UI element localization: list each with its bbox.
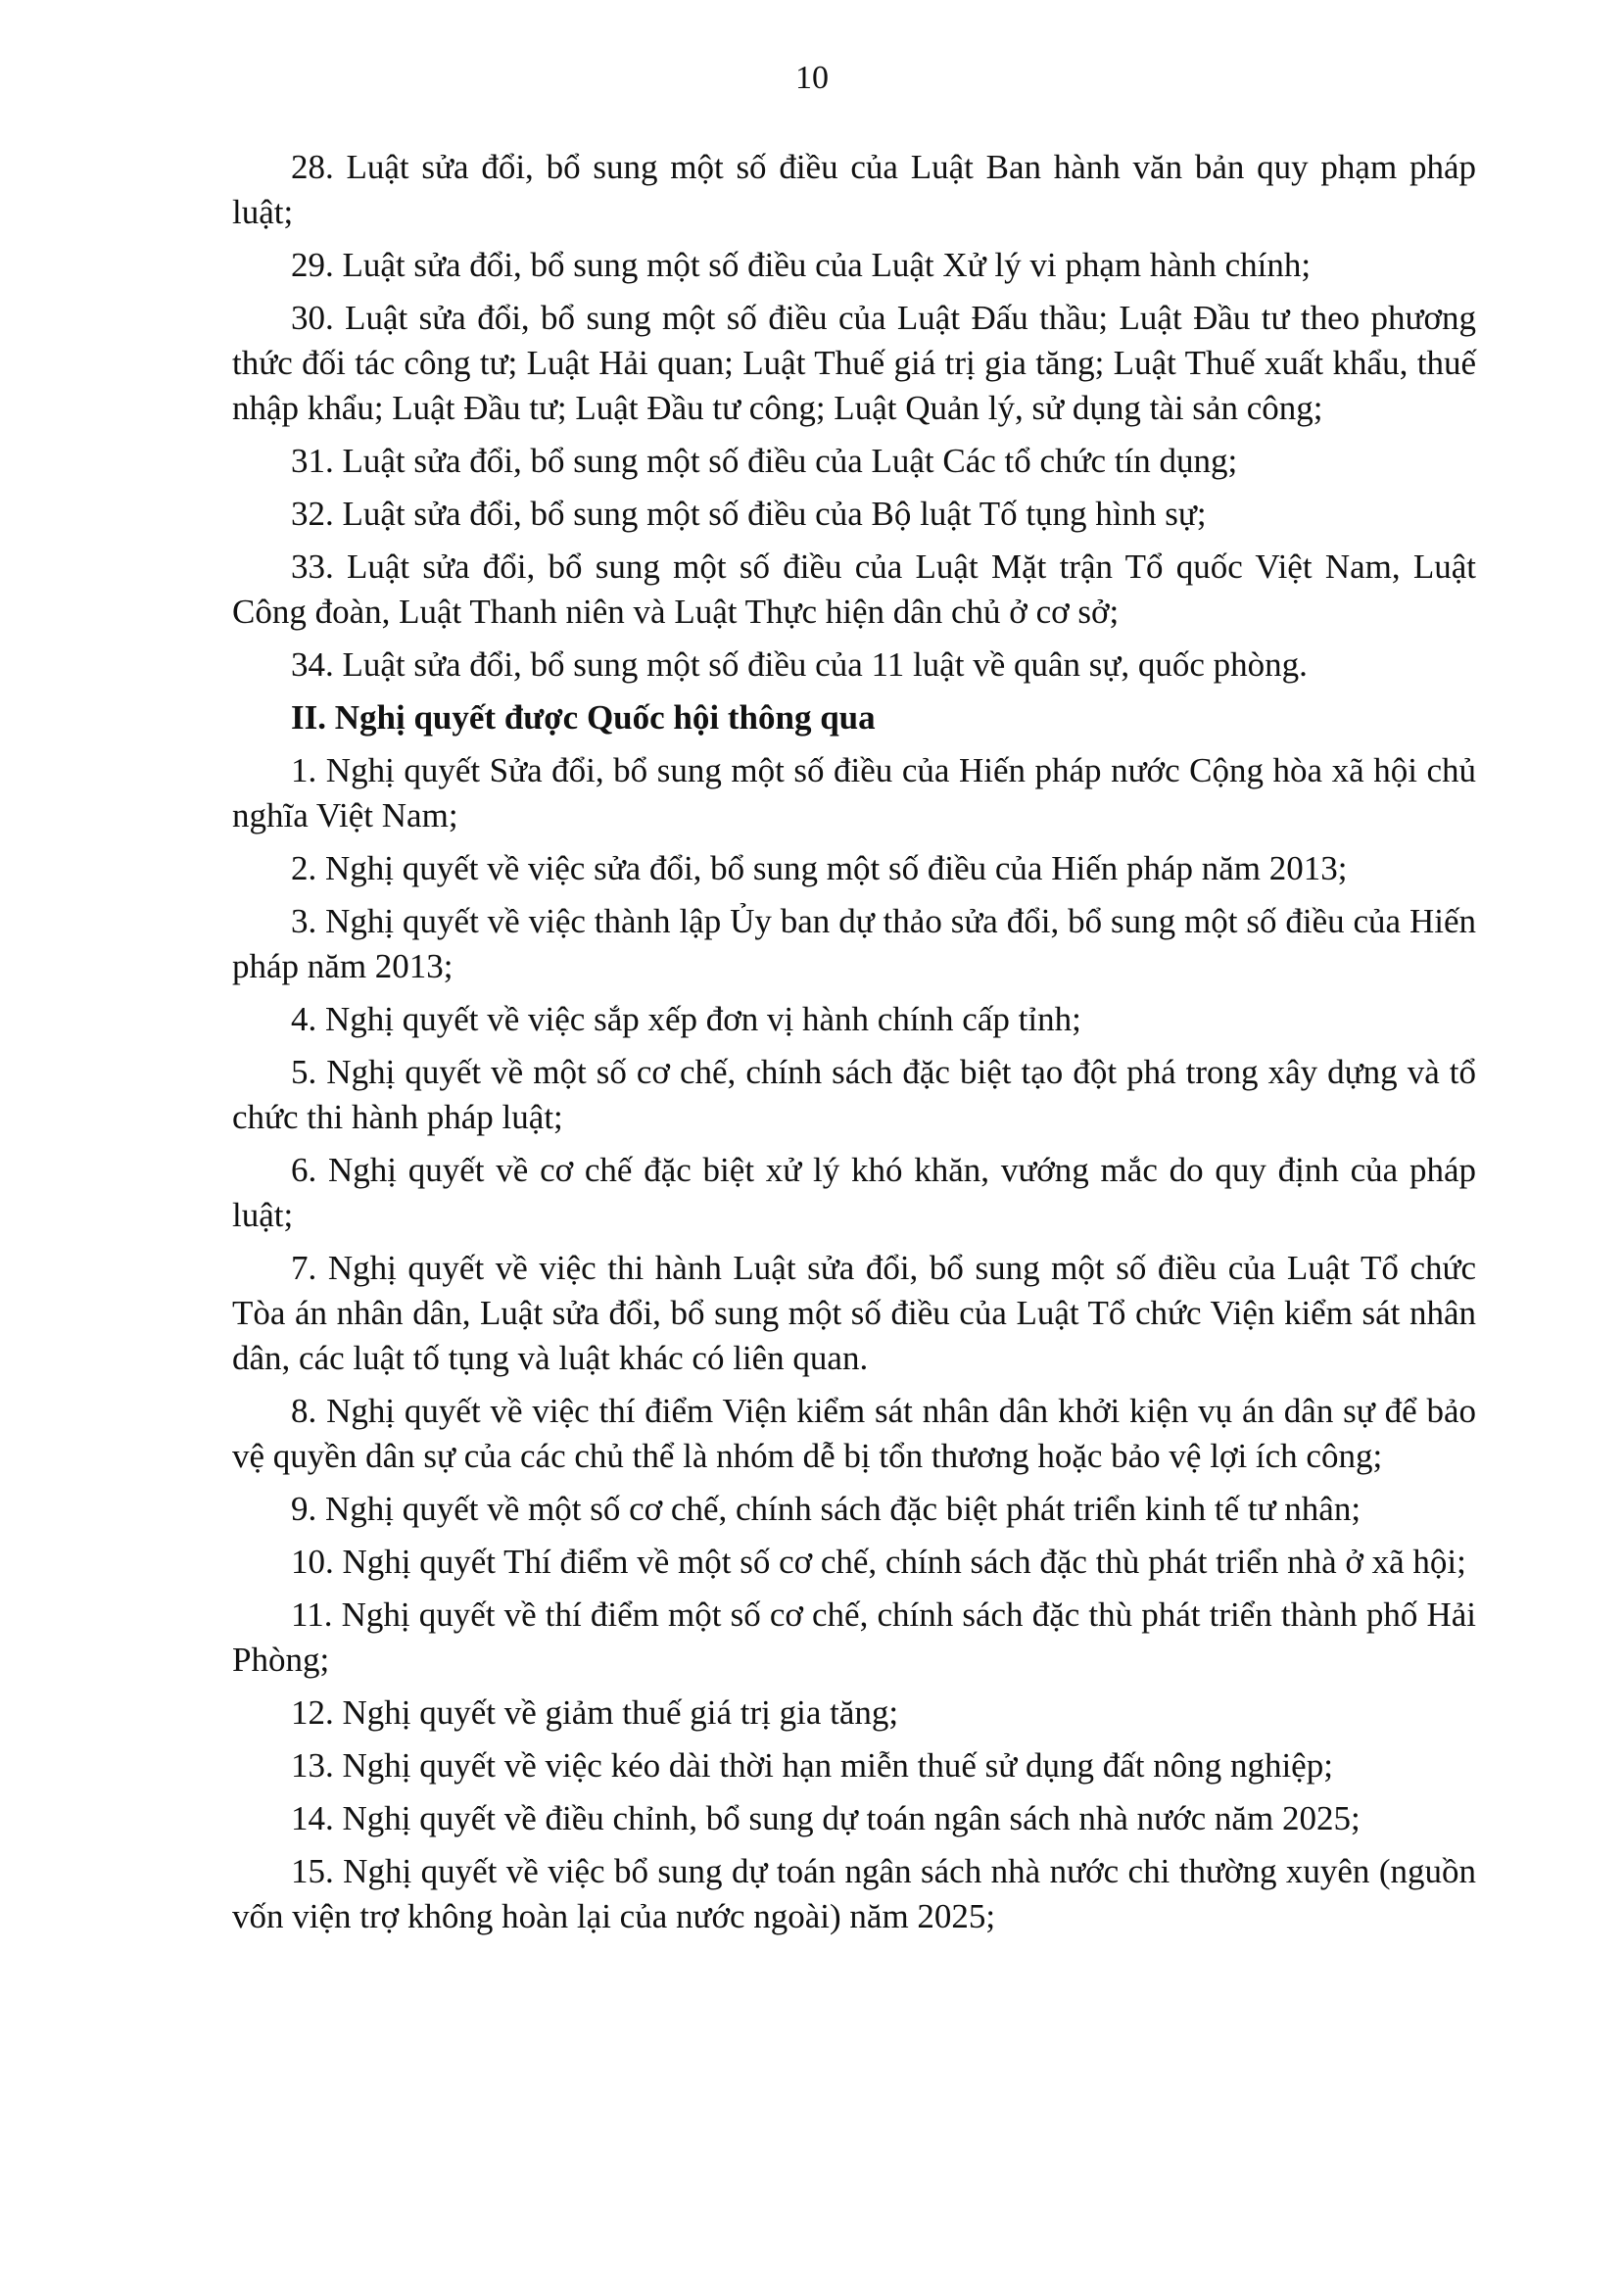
- resolution-item-13: 13. Nghị quyết về việc kéo dài thời hạn miễn thuế sử dụng đất nông nghiệp;: [291, 1746, 1333, 1785]
- law-item-31: 31. Luật sửa đổi, bổ sung một số điều của Luật Các tổ chức tín dụng;: [291, 442, 1238, 480]
- resolution-item-5: 5. Nghị quyết về một số cơ chế, chính sách đặc biệt tạo đột phá trong xây dựng và tổ chức thi hành pháp luật;: [232, 1053, 1476, 1136]
- law-item-30: 30. Luật sửa đổi, bổ sung một số điều của Luật Đấu thầu; Luật Đầu tư theo phương thức đối tác công tư; Luật Hải quan; Luật Thuế giá trị gia tăng; Luật Thuế xuất khẩu, thuế nhập khẩu; Luật Đầu tư; Luật Đầu tư công; Luật Quản lý, sử dụng tài sản công;: [232, 299, 1476, 427]
- law-item-28: 28. Luật sửa đổi, bổ sung một số điều của Luật Ban hành văn bản quy phạm pháp luật;: [232, 148, 1476, 231]
- law-item-32: 32. Luật sửa đổi, bổ sung một số điều của Bộ luật Tố tụng hình sự;: [291, 495, 1207, 533]
- document-body: [232, 145, 1476, 1947]
- resolution-item-3: 3. Nghị quyết về việc thành lập Ủy ban dự thảo sửa đổi, bổ sung một số điều của Hiến pháp năm 2013;: [232, 902, 1476, 985]
- page-number: 10: [795, 60, 829, 96]
- resolution-item-8: 8. Nghị quyết về việc thí điểm Viện kiểm sát nhân dân khởi kiện vụ án dân sự để bảo vệ quyền dân sự của các chủ thể là nhóm dễ bị tổn thương hoặc bảo vệ lợi ích công;: [232, 1392, 1476, 1475]
- law-item-33: 33. Luật sửa đổi, bổ sung một số điều của Luật Mặt trận Tổ quốc Việt Nam, Luật Công đoàn, Luật Thanh niên và Luật Thực hiện dân chủ ở cơ sở;: [232, 548, 1476, 631]
- section-heading-resolutions: II. Nghị quyết được Quốc hội thông qua: [291, 698, 876, 737]
- resolution-item-4: 4. Nghị quyết về việc sắp xếp đơn vị hành chính cấp tỉnh;: [291, 1000, 1081, 1038]
- resolution-item-10: 10. Nghị quyết Thí điểm về một số cơ chế, chính sách đặc thù phát triển nhà ở xã hội;: [291, 1543, 1466, 1581]
- resolution-item-11: 11. Nghị quyết về thí điểm một số cơ chế, chính sách đặc thù phát triển thành phố Hải Phòng;: [232, 1595, 1476, 1679]
- law-item-29: 29. Luật sửa đổi, bổ sung một số điều của Luật Xử lý vi phạm hành chính;: [291, 246, 1312, 284]
- resolution-item-14: 14. Nghị quyết về điều chỉnh, bổ sung dự toán ngân sách nhà nước năm 2025;: [291, 1799, 1361, 1837]
- resolution-item-1: 1. Nghị quyết Sửa đổi, bổ sung một số điều của Hiến pháp nước Cộng hòa xã hội chủ nghĩa Việt Nam;: [232, 751, 1476, 834]
- resolution-item-7: 7. Nghị quyết về việc thi hành Luật sửa đổi, bổ sung một số điều của Luật Tổ chức Tòa án nhân dân, Luật sửa đổi, bổ sung một số điều của Luật Tổ chức Viện kiểm sát nhân dân, các luật tố tụng và luật khác có liên quan.: [232, 1249, 1476, 1377]
- resolution-item-6: 6. Nghị quyết về cơ chế đặc biệt xử lý khó khăn, vướng mắc do quy định của pháp luật;: [232, 1151, 1476, 1234]
- resolution-item-12: 12. Nghị quyết về giảm thuế giá trị gia tăng;: [291, 1693, 899, 1732]
- resolution-item-9: 9. Nghị quyết về một số cơ chế, chính sách đặc biệt phát triển kinh tế tư nhân;: [291, 1490, 1361, 1528]
- resolution-item-2: 2. Nghị quyết về việc sửa đổi, bổ sung một số điều của Hiến pháp năm 2013;: [291, 849, 1348, 887]
- resolution-item-15: 15. Nghị quyết về việc bổ sung dự toán ngân sách nhà nước chi thường xuyên (nguồn vốn viện trợ không hoàn lại của nước ngoài) năm 2025;: [232, 1852, 1476, 1935]
- law-item-34: 34. Luật sửa đổi, bổ sung một số điều của 11 luật về quân sự, quốc phòng.: [291, 645, 1308, 684]
